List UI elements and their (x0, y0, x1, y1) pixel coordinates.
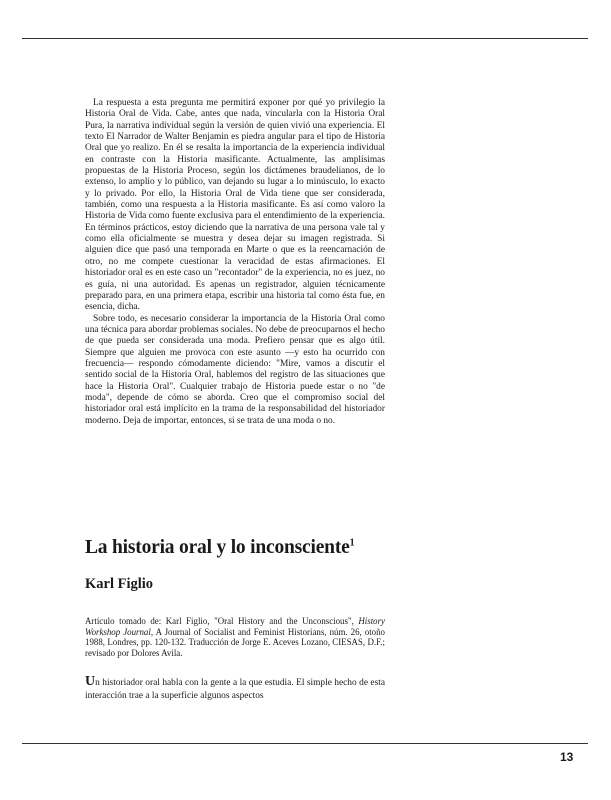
top-rule (22, 38, 588, 39)
paragraph-1: La respuesta a esta pregunta me permitirá exponer por qué yo privilegio la Historia Oral de Vida. Cabe, antes que nada, vincularla con la Historia Oral Pura, la narrativa individual según la versión de quien vivió una experiencia. El texto El Narrador de Walter Benjamin es piedra angular para el tipo de Historia Oral que yo realizo. En él se resalta la importancia de la experiencia individual en contraste con la Historia masificante. Actualmente, las amplísimas propuestas de la Historia Proceso, según los dictámenes braudelianos, de lo extenso, lo amplio y lo público, van dejando su lugar a lo minúsculo, lo exacto y lo privado. Por ello, la Historia Oral de Vida tiene que ser considerada, también, como una respuesta a la Historia masificante. Es así como valoro la Historia de Vida como fuente exclusiva para el entendimiento de la experiencia. En términos prácticos, estoy diciendo que la narrativa de una persona vale tal y como ella oficialmente se muestra y desea dejar su imagen registrada. Si alguien dice que pasó una temporada en Marte o que es la reencarnación de otro, no me compete cuestionar la veracidad de estas afirmaciones. El historiador oral es en este caso un "recontador" de la experiencia, no es juez, no es guía, ni una autoridad. Es apenas un registrador, alguien técnicamente preparado para, en una primera etapa, escribir una historia tal como ésta fue, en esencia, dicha. (85, 98, 385, 313)
bottom-rule (22, 743, 588, 744)
intro-text: n historiador oral habla con la gente a la que estudia. El simple hecho de esta interacción trae a la superficie algunos aspectos (85, 678, 385, 701)
page-number: 13 (560, 750, 574, 764)
source-note-start: Artículo tomado de: Karl Figlio, "Oral History and the Unconscious", (85, 616, 359, 626)
author-name: Karl Figlio (85, 576, 154, 592)
intro-paragraph (85, 675, 385, 703)
footnote-mark: 1 (349, 537, 355, 549)
article-title-text: La historia oral y lo inconsciente (85, 537, 350, 558)
paragraph-2: Sobre todo, es necesario considerar la importancia de la Historia Oral como una técnica para abordar problemas sociales. No debe de preocuparnos el hecho de que pueda ser considerada una moda. Prefiero pensar que es algo útil. Siempre que alguien me provoca con este asunto —y esto ha ocurrido con frecuencia— respondo cómodamente diciendo: "Mire, vamos a discutir el sentido social de la Historia Oral, hablemos del registro de las situaciones que hace la Historia Oral". Cualquier trabajo de Historia puede estar o no "de moda", depende de cómo se aborda. Creo que el compromiso social del historiador oral está implícito en la trama de la responsabilidad del historiador moderno. Deja de importar, entonces, si se trata de una moda o no. (85, 313, 385, 426)
journal-title: History Workshop Journal, (85, 616, 385, 637)
source-note-end: A Journal of Socialist and Feminist Historians, núm. 26, otoño 1988, Londres, pp. 120-132. Traducción de Jorge E. Aceves Lozano, CIESAS, D.F.; revisado por Dolores Avila. (85, 626, 385, 658)
source-note (85, 616, 385, 658)
drop-cap: U (85, 674, 96, 689)
essay-body (85, 98, 385, 427)
article-title (85, 537, 354, 559)
